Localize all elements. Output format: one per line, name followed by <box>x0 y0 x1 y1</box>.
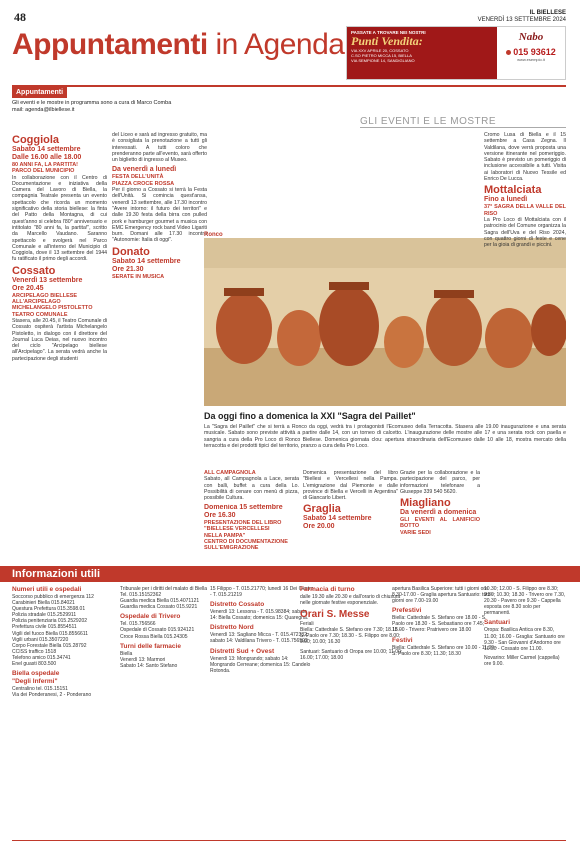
ad-line2: Punti Vendita: <box>351 34 423 48</box>
ad-web: www.esempio.it <box>517 57 545 62</box>
date-coggiola: Sabato 14 settembre Dalle 16.00 alle 18.00 <box>12 146 82 161</box>
ad-left-panel <box>347 27 497 79</box>
info-numeri-heading: Numeri utili e ospedali <box>12 586 82 593</box>
body-festa: Per il giorno a Cossato si terrà la Festa dell'Unità. Si comincia quest'ansa, venerdì 13 settembre, alle 17.30 incontro "Avere intorno: il futuro dei territori" e dalle 19.30 festa della birra con pulled pork e hamburger gourmet a musica con EMC Emergency rock band Video Ligariti burn. Domani alle 17.30 incontro "Autonomie: Italia di oggi". <box>112 187 207 244</box>
body-pampa: Domenica presentazione del libro "Biellesi e Vercellesi nella Pampa. L'emigrazione dal Piemonte e dalle province di Biella e Vercelli in Argentina" di Giancarlo Libert. <box>303 470 398 502</box>
kicker-campagnola: ALL CAMPAGNOLA <box>204 470 256 476</box>
info-numeri-list: Soccorso pubblico di emergenza 112 Carabinieri Biella 015.84021 Questura Prefettura 015.3598.01 Polizia stradale 015.2529911 Polizia penitenziaria 015.2529202 Prefettura civile 015.8554511 Vigili del fuoco Biella 015.8556611 Vigili urbani 015.3507220 Corpo Forestale Biella 015.28792 CCISS traffico 1518 Telefono amico 015.34741 Enel guasti 803.500 <box>12 594 94 668</box>
paper-name: IL BIELLESE <box>529 10 566 16</box>
event-donato: SERATE IN MUSICA <box>112 273 165 280</box>
info-santuari-heading: Santuari <box>484 619 511 627</box>
city-donato: Donato <box>112 245 150 258</box>
column-3-bottom <box>204 504 299 562</box>
event-presentazione: PRESENTAZIONE DEL LIBRO "BIELLESE VERCELLESI NELLA PAMPA" CENTRO DI DOCUMENTAZIONE SULL'EMIGRAZIONE <box>204 520 288 552</box>
column-6 <box>400 470 480 562</box>
page-number: 48 <box>14 10 26 24</box>
ad-line1: PASSATE A TROVARE NEI NOSTRI <box>351 30 426 35</box>
info-turno-heading: Farmacia di turno <box>300 586 355 593</box>
info-farmacie-heading: Turni delle farmacie <box>120 642 181 650</box>
info-title: Informazioni utili <box>12 568 100 580</box>
date-miagliano: Da venerdì a domenica <box>400 509 477 517</box>
info-col-1 <box>12 586 117 836</box>
body-coggiola: In collaborazione con il Centro di Documentazione e iniziativa della Camera del Lavoro di Biella, la compagnia Teatrale presenta un evento spettacolo che ricorda un momento significativo della storia biellese: la finta del Patto della Montagna, di cui quest'anno si celebra l'80° anniversario e intitolato "80 anni fa, la partita!", scritto da Marcello Vaudano. Saranno spettacolo e svolgerà nel Parco Comunale e all'interno del Municipio di Coggiola, dove il 13 settembre del 1944 fu ratificato il primo degli accordi. <box>12 174 107 263</box>
city-mottalciata: Mottalciata <box>484 184 542 197</box>
column-right <box>484 132 566 562</box>
bottom-rule <box>12 840 566 841</box>
date-festa: Da venerdì a lunedì <box>112 166 177 174</box>
section-band: GLI EVENTI E LE MOSTRE <box>360 116 566 128</box>
info-c5-list1: apertura Basilica Superiore: tutti i giorni ore 8.30-17.00 - Graglia apertura Santuario: tutti i giorni ore 7.00-19.00 <box>392 586 493 605</box>
column-5 <box>303 470 398 562</box>
event-miagliano: GLI EVENTI AL LANIFICIO BOTTO VARIE SEDI <box>400 517 480 536</box>
title-light: in Agenda <box>215 28 345 61</box>
info-novarino: Novarino: Miller Carmel (cappella) ore 9.00. <box>484 654 560 667</box>
info-c2-list1: Tribunale per i diritti del malato di Biella Tel. 015.15152362 Guardia medica Biella 015.4071121 Guardia medica Cossato 015.9221 <box>120 586 208 611</box>
info-santuari-list: Santuari: Santuario di Oropa ore 10.00; 11.00; 16.00; 17.00; 18.00 <box>300 648 403 661</box>
info-prefestivi-list: Biella: Cattedrale S. Stefano ore 18.00 - S. Paolo ore 18.30 - S. Sebastiano ore 7.45; 18.00 - Trivero: Pratrivero ore 18.00 <box>392 615 487 634</box>
info-c3-list1: 15 Filippo - T. 015.21770; lunedì 16 Dei Centro - T. 015.21219 <box>210 586 314 599</box>
city-coggiola: Coggiola <box>12 134 60 146</box>
event-festa: FESTA DELL'UNITÀ PIAZZA CROCE ROSSA <box>112 174 175 187</box>
date-donato: Sabato 14 settembre Ore 21.30 <box>112 257 181 273</box>
body-casa-zegna: Cromo Lusa di Biella e il 15 settembre a Casa Zegna. Il Valdilana, dove verrà proposta una versione itinerante nel pomeriggio. Sabato è previsto un pomeriggio di inclusione accessibile a tutti. Visita ai laboratori di Nuovo Tessile ed Enrico De Lucca. <box>484 132 566 183</box>
info-col-4 <box>300 586 405 836</box>
info-farmacie-list: Biella Venerdì 13: Marmori Sabato 14: Santo Stefano <box>120 650 178 669</box>
phone-icon <box>506 50 511 55</box>
ad-phone-number: 015 93612 <box>513 47 556 57</box>
body-continued: del Liceo e sarà ad ingresso gratuito, ma è consigliata la prenotazione a tutti gli interessati. A tutti coloro che prenderanno parte all'evento, sarà offerto un biglietto di ingresso al Museo. <box>112 132 207 164</box>
date-cossato: Venerdì 13 settembre Ore 20.45 <box>12 276 83 292</box>
info-cossato-list: Venerdì 13: Lessona - T. 015.98384; sabato 14: Biella Cossato; domenica 15: Quaregna. <box>210 609 309 622</box>
body-cossato: Stasera, alle 20.45, il Teatro Comunale di Cossato ospiterà l'artista Michelangelo Pistoletto, in dialogo con il direttore del Journal Luca Deias, nel nuovo incontro del ciclo "Arcipelago biellese all'Arcipelago". La serata vedrà anche la partecipazione degli studenti <box>12 317 107 362</box>
event-coggiola: 80 ANNI FA, LA PARTITA! PARCO DEL MUNICIPIO <box>12 162 78 175</box>
date-line: VENERDÌ 13 SETTEMBRE 2024 <box>477 17 566 23</box>
info-messe-list: Feriali Biella: Cattedrale S. Stefano ore 7.30; 18.15 - S. Paolo ore 7.30; 18.30 - S. Filippo ore 8.00; 9.00; 10.00; 16.30 <box>300 621 401 646</box>
section-divider <box>12 85 566 87</box>
info-trivero-list: Tel. 015.756566 Ospedale di Cossato 015.924121 Croce Rossa Biella 015.24305 <box>120 621 195 640</box>
title-bold: Appuntamenti <box>12 28 208 61</box>
ad-line5: VIA SEMPIONE 14, SANDIGLIANO <box>351 58 415 63</box>
ad-line4: C.SO PIETRO MICCA 15, BIELLA <box>351 53 412 58</box>
info-santuari-list-2: Oropa: Basilica Antica ore 8.30, 11.00; 16.00 - Graglia: Santuario ore 9.30 - San Giovanni d'Andorno ore 10.30 - Cossato ore 11.00. <box>484 627 565 652</box>
ad-phone <box>501 47 561 57</box>
body-graglia-end: Grazie per la collaborazione e la partecipazione del parco, per informazioni telefonare a Giuseppe 339 540 5620. <box>400 470 480 495</box>
city-miagliano: Miagliano <box>400 497 451 510</box>
info-ospedale-list: Centralino tel. 015.15151 Via dei Ponderanesi, 2 - Ponderano <box>12 686 92 699</box>
ad-line3: VIA XXV APRILE 20, COSSATO <box>351 48 409 53</box>
info-turno-list: dalle 19.30 alle 20.30 e dall'orario di chiusura nelle giornate festive esponenziale. <box>300 594 401 607</box>
paper-masthead <box>478 10 566 24</box>
kicker-ronco: Ronco <box>204 232 223 238</box>
date-graglia: Sabato 14 settembre Ore 20.00 <box>303 515 372 531</box>
body-campagnola: Sabato, all Campagnola a Lace, serata con balli, buffet a cura della Lo. Possibilità di cenare con menù di pizza, possibile Cultura. <box>204 476 299 502</box>
info-c6-list1: 10.30; 12.00 - S. Filippo ore 8.30; 9.30; 10.30; 18.30 - Trivero ore 7.30, 20.30 - Pavero ore 9.30 - Cappella esposta ore 8.30 solo per permanenti. <box>484 586 566 617</box>
city-graglia: Graglia <box>303 503 341 516</box>
event-mottalciata: 37° SAGRA DELLA VALLE DEL RISO <box>484 204 566 217</box>
info-col-5 <box>392 586 497 836</box>
info-col-6 <box>484 586 566 836</box>
info-nord-heading: Distretto Nord <box>210 624 254 632</box>
section-intro: Gli eventi e le mostre in programma sono a cura di Marco Comba mail: agenda@ilbiellese.it <box>12 100 172 113</box>
info-ospedale-heading: Biella ospedale "Degli Infermi" <box>12 670 60 686</box>
info-sud-heading: Distretti Sud + Ovest <box>210 647 275 655</box>
info-cossato-heading: Distretto Cossato <box>210 601 265 609</box>
section-tab: Appuntamenti <box>12 87 67 98</box>
date-presentazione: Domenica 15 settembre Ore 16.30 <box>204 504 283 519</box>
info-nord-list: Venerdì 13: Sagliano Micca - T. 015.472332; sabato 14: Valdilana Trivero - T. 015.756592 <box>210 632 309 645</box>
info-sud-list: Venerdì 13: Mongrando; sabato 14: Mongrando Cerreane; domenica 15: Candelo Rotonda. <box>210 655 311 674</box>
ad-logo: Nabo <box>518 31 544 43</box>
date-mottalciata: Fino a lunedì <box>484 196 528 204</box>
info-messe-heading: Orari S. Messe <box>300 609 370 621</box>
feature-title: Da oggi fino a domenica la XXI "Sagra del Paillet" <box>204 411 416 421</box>
city-cossato: Cossato <box>12 264 56 277</box>
column-1 <box>12 132 107 556</box>
feature-body: La "Sagra del Paillet" che si terrà a Ronco da oggi, vedrà tra i protagonisti l'Ecomuseo della Terracotta. Stasera alle 19.00 inaugurazione e una serata musicale. Sabato sono previste attività a partire dalle 14, con un torneo di calcetto. L'inaugurazione delle mostre alle 17 e una serata rock con paella e sangria a cura della Pro Loco di Ronco Biellese. Domenica giornata clou: apertura straordinaria dell'Ecomuseo dalle 10 alle 18, mostra mercato della terracotta e dei prodotti tipici del territorio, pranzo a cura della Pro Loco. <box>204 424 566 449</box>
ad-right-panel <box>497 27 565 79</box>
advertisement[interactable] <box>346 26 566 80</box>
info-festivi-heading: Festivi <box>392 636 413 644</box>
page-title <box>12 28 344 62</box>
body-mottalciata: La Pro Loco di Mottalciata con il patrocinio del Comune organizza la Sagra dell'Uva e del Riso 2024, con quattro giorni di feste e cene per la gioia di grandi e piccini. <box>484 216 566 249</box>
info-trivero-heading: Ospedale di Trivero <box>120 613 181 621</box>
column-2 <box>112 132 207 556</box>
info-festivi-list: Biella: Cattedrale S. Stefano ore 10.00 - 11.30 - S. Paolo ore 8.30; 11.30; 18.30 <box>392 644 497 657</box>
info-prefestivi-heading: Prefestivi <box>392 607 422 615</box>
event-cossato: ARCIPELAGO BIELLESE ALL'ARCIPELAGO MICHELANGELO PISTOLETTO TEATRO COMUNALE <box>12 292 93 318</box>
